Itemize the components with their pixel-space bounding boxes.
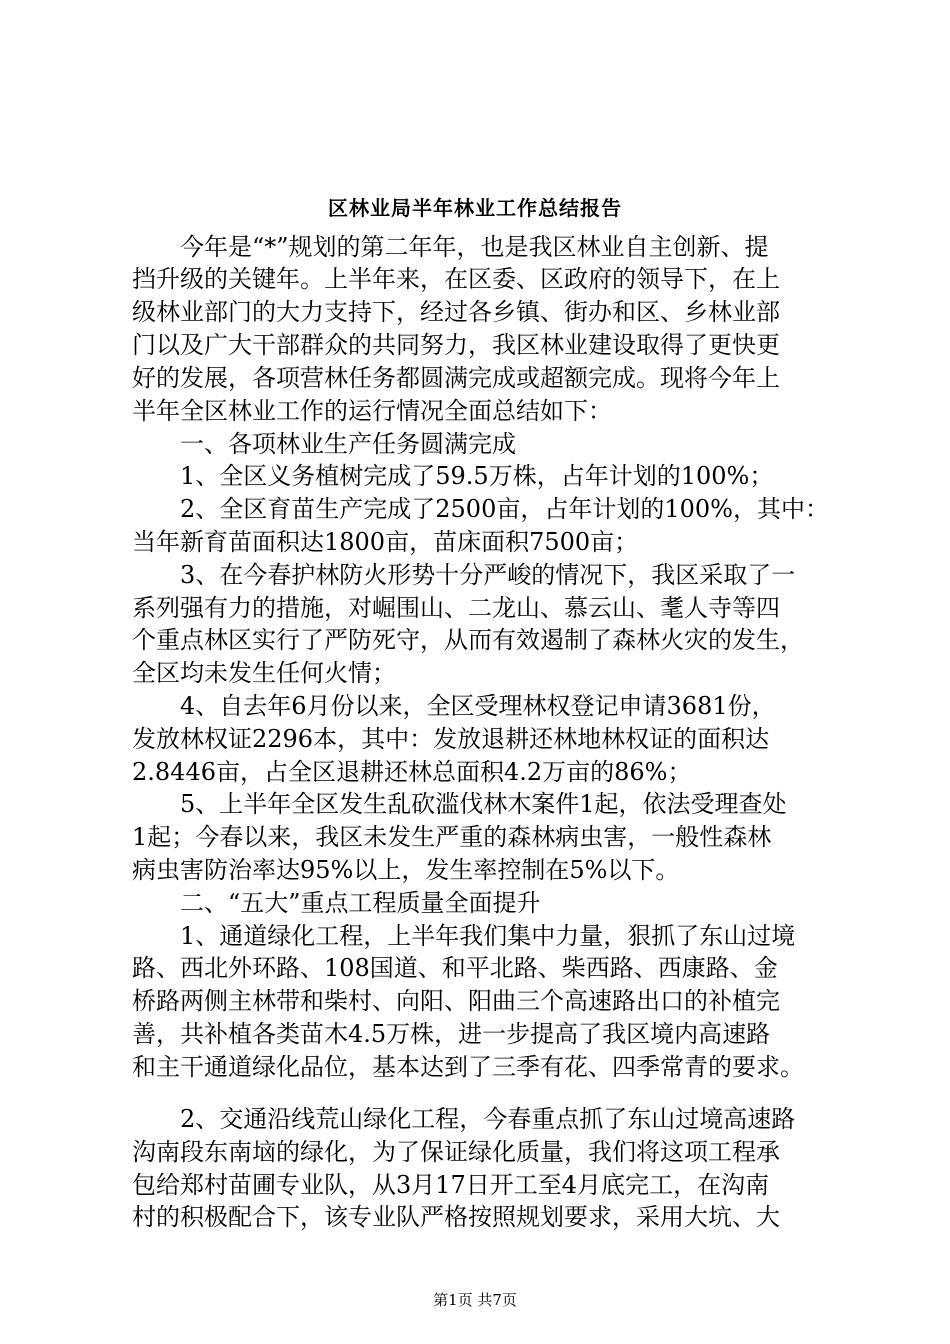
text-line: 病虫害防治率达95%以上，发生率控制在5%以下。 [132, 856, 680, 884]
text-line: 5、上半年全区发生乱砍滥伐林木案件1起，依法受理查处 [180, 790, 787, 818]
text-line: 包给郑村苗圃专业队，从3月17日开工至4月底完工，在沟南 [132, 1171, 770, 1199]
text-line: 2.8446亩，占全区退耕还林总面积4.2万亩的86%； [132, 758, 692, 786]
page-footer: 第1页 共7页 [433, 1291, 517, 1309]
text-line: 1、通道绿化工程，上半年我们集中力量，狠抓了东山过境 [180, 922, 796, 950]
text-line: 个重点林区实行了严防死守，从而有效遏制了森林火灾的发生， [132, 626, 804, 654]
text-line: 善，共补植各类苗木4.5万株，进一步提高了我区境内高速路 [132, 1020, 771, 1048]
text-line: 级林业部门的大力支持下，经过各乡镇、街办和区、乡林业部 [132, 298, 780, 326]
text-line: 1起；今春以来，我区未发生严重的森林病虫害，一般性森林 [132, 823, 772, 851]
text-line: 3、在今春护林防火形势十分严峻的情况下，我区采取了一 [180, 561, 796, 589]
text-line: 半年全区林业工作的运行情况全面总结如下： [132, 397, 612, 425]
text-line: 路、西北外环路、108国道、和平北路、柴西路、西康路、金 [132, 954, 778, 982]
text-line: 1、全区义务植树完成了59.5万株，占年计划的100%； [180, 462, 774, 490]
text-line: 好的发展，各项营林任务都圆满完成或超额完成。现将今年上 [132, 364, 780, 392]
text-line: 2、全区育苗生产完成了2500亩，占年计划的100%，其中： [180, 495, 829, 523]
text-line: 村的积极配合下，该专业队严格按照规划要求，采用大坑、大 [132, 1203, 780, 1231]
text-line: 全区均未发生任何火情； [132, 659, 396, 687]
text-line: 当年新育苗面积达1800亩，苗床面积7500亩； [132, 528, 639, 556]
text-line: 和主干通道绿化品位，基本达到了三季有花、四季常青的要求。 [132, 1053, 804, 1081]
text-line: 门以及广大干部群众的共同努力，我区林业建设取得了更快更 [132, 331, 780, 359]
section-heading: 二、“五大”重点工程质量全面提升 [180, 889, 541, 917]
text-line: 挡升级的关键年。上半年来，在区委、区政府的领导下，在上 [132, 265, 780, 293]
text-line: 今年是“*”规划的第二年年，也是我区林业自主创新、提 [180, 233, 769, 261]
text-line: 沟南段东南垴的绿化，为了保证绿化质量，我们将这项工程承 [132, 1138, 780, 1166]
text-line: 桥路两侧主林带和柴村、向阳、阳曲三个高速路出口的补植完 [132, 987, 780, 1015]
text-line: 系列强有力的措施，对崛围山、二龙山、慕云山、耄人寺等四 [132, 594, 780, 622]
text-line: 4、自去年6月份以来，全区受理林权登记申请3681份， [180, 692, 776, 720]
text-line: 发放林权证2296本，其中：发放退耕还林地林权证的面积达 [132, 725, 770, 753]
section-heading: 一、各项林业生产任务圆满完成 [180, 430, 516, 458]
document-title: 区林业局半年林业工作总结报告 [328, 196, 622, 220]
text-line: 2、交通沿线荒山绿化工程，今春重点抓了东山过境高速路 [180, 1105, 796, 1133]
